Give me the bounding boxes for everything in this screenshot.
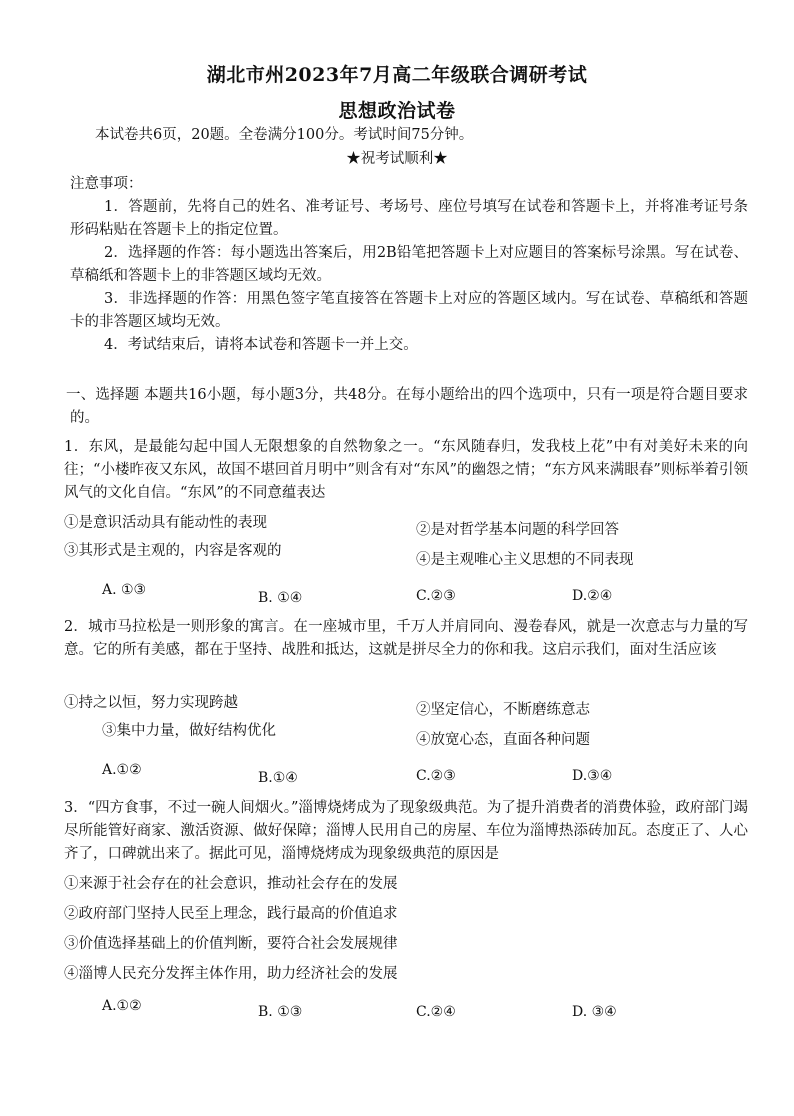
q2-option-c[interactable]: C.②③ xyxy=(416,768,456,784)
q1-statement-3: ③其形式是主观的，内容是客观的 xyxy=(64,543,282,559)
q2-option-d[interactable]: D.③④ xyxy=(572,768,613,784)
q3-statement-2: ②政府部门坚持人民至上理念，践行最高的价值追求 xyxy=(64,906,398,922)
notice-heading: 注意事项： xyxy=(70,176,143,192)
q3-statement-1: ①来源于社会存在的社会意识，推动社会存在的发展 xyxy=(64,876,398,892)
q1-statement-2: ②是对哲学基本问题的科学回答 xyxy=(416,522,619,538)
q1-option-d[interactable]: D.②④ xyxy=(572,588,613,604)
q3-statement-4: ④淄博人民充分发挥主体作用，助力经济社会的发展 xyxy=(64,966,398,982)
notice-item-2: 2．选择题的作答：每小题选出答案后，用2B铅笔把答题卡上对应题目的答案标号涂黑。写在试卷、草稿纸和答题卡上的非答题区域均无效。 xyxy=(70,245,748,284)
q3-option-a[interactable]: A.①② xyxy=(102,998,142,1014)
q2-statement-4: ④放宽心态，直面各种问题 xyxy=(416,732,590,748)
notice-item-3: 3．非选择题的作答：用黑色签字笔直接答在答题卡上对应的答题区域内。写在试卷、草稿纸和答题卡的非答题区域均无效。 xyxy=(70,291,748,330)
q1-option-b[interactable]: B. ①④ xyxy=(258,590,303,606)
q2-statement-1: ①持之以恒，努力实现跨越 xyxy=(64,695,238,711)
question-1-stem: 1．东风，是最能勾起中国人无限想象的自然物象之一。“东风随春归，发我枝上花”中有对美好未来的向往；“小楼昨夜又东风，故国不堪回首月明中”则含有对“东风”的幽怨之情；“东方风来满眼春”则标举着引领风气的文化自信。“东风”的不同意蕴表达 xyxy=(64,439,748,501)
q3-statement-3: ③价值选择基础上的价值判断，要符合社会发展规律 xyxy=(64,936,398,952)
q3-option-d[interactable]: D. ③④ xyxy=(572,1004,617,1020)
q3-option-c[interactable]: C.②④ xyxy=(416,1004,456,1020)
q1-option-c[interactable]: C.②③ xyxy=(416,588,456,604)
section-heading: 一、选择题 本题共16小题，每小题3分，共48分。在每小题给出的四个选项中，只有一项是符合题目要求的。 xyxy=(66,387,748,426)
exam-title: 湖北市州2023年7月高二年级联合调研考试 xyxy=(206,64,588,86)
exam-subtitle: 思想政治试卷 xyxy=(338,100,456,122)
q1-statement-1: ①是意识活动具有能动性的表现 xyxy=(64,515,267,531)
notice-item-1: 1．答题前，先将自己的姓名、准考证号、考场号、座位号填写在试卷和答题卡上，并将准考证号条形码粘贴在答题卡上的指定位置。 xyxy=(70,199,748,238)
question-2-stem: 2．城市马拉松是一则形象的寓言。在一座城市里，千万人并肩同向、漫卷春风，就是一次意志与力量的写意。它的所有美感，都在于坚持、战胜和抵达，这就是拼尽全力的你和我。这启示我们，面对生活应该 xyxy=(64,619,748,658)
q1-option-a[interactable]: A. ①③ xyxy=(102,582,147,598)
q2-option-b[interactable]: B.①④ xyxy=(258,770,298,786)
notice-item-4: 4．考试结束后，请将本试卷和答题卡一并上交。 xyxy=(104,337,418,353)
blessing: ★祝考试顺利★ xyxy=(346,151,448,167)
q2-option-a[interactable]: A.①② xyxy=(102,762,142,778)
q1-statement-4: ④是主观唯心主义思想的不同表现 xyxy=(416,552,634,568)
q3-option-b[interactable]: B. ①③ xyxy=(258,1004,303,1020)
question-3-stem: 3．“四方食事，不过一碗人间烟火。”淄博烧烤成为了现象级典范。为了提升消费者的消费体验，政府部门竭尽所能管好商家、激活资源、做好保障；淄博人民用自己的房屋、车位为淄博热添砖加瓦。态度正了、人心齐了，口碑就出来了。据此可见，淄博烧烤成为现象级典范的原因是 xyxy=(64,800,748,862)
q2-statement-2: ②坚定信心，不断磨练意志 xyxy=(416,702,590,718)
q2-statement-3: ③集中力量，做好结构优化 xyxy=(102,723,276,739)
exam-info: 本试卷共6页，20题。全卷满分100分。考试时间75分钟。 xyxy=(95,127,474,143)
